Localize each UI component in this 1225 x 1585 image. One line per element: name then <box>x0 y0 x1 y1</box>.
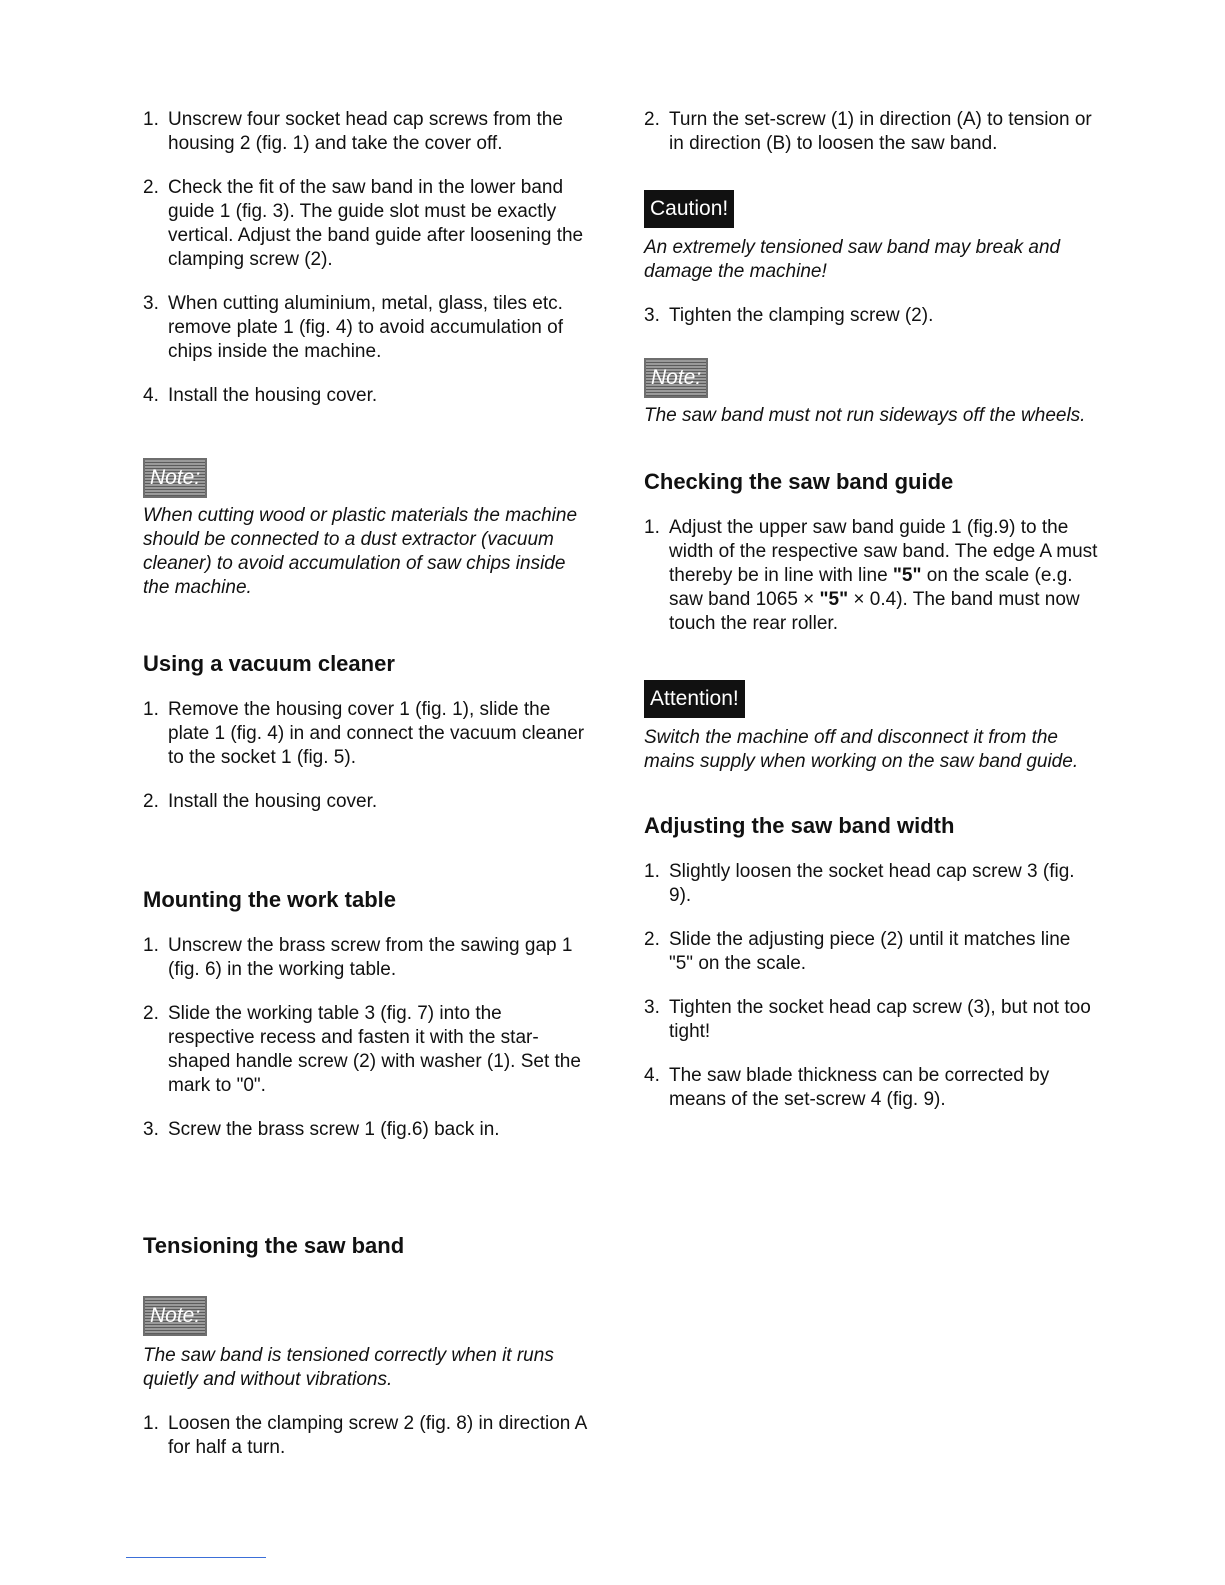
section-heading-tensioning: Tensioning the saw band <box>143 1233 405 1258</box>
section-heading-band-width: Adjusting the saw band width <box>644 813 955 838</box>
left-column <box>143 108 593 1480</box>
note-text: The saw band is tensioned correctly when it runs quietly and without vibrations. <box>143 1345 554 1390</box>
caution-badge: Caution! <box>644 190 734 228</box>
guide-step-text: Adjust the upper saw band guide 1 (fig.9) to the width of the respective saw band. The edge A must thereby be in line with line "5" on the scale (e.g. saw band 1065 × "5" × 0.4). The band must now touch the rear roller. <box>669 517 1098 634</box>
list-item: 2. Check the fit of the saw band in the lower band guide 1 (fig. 3). The guide slot must be exactly vertical. Adjust the band guide after loosening the clamping screw (2). <box>143 177 584 270</box>
list-item: 3. Screw the brass screw 1 (fig.6) back in. <box>143 1119 500 1140</box>
list-item: 1. Unscrew the brass screw from the sawing gap 1 (fig. 6) in the working table. <box>143 935 573 980</box>
note-badge: Note: <box>143 1296 207 1336</box>
list-item: 1. Adjust the upper saw band guide 1 (fig.9) to the width of the respective saw band. The edge A must thereby be in line with line "5" on the scale (e.g. saw band 1065 × "5" × 0.4). The band must now touch the rear roller. <box>644 517 1098 634</box>
right-column <box>644 108 1099 1132</box>
list-item: 2. Turn the set-screw (1) in direction (A) to tension or in direction (B) to loosen the saw band. <box>644 109 1092 154</box>
list-item: 1. Remove the housing cover 1 (fig. 1), slide the plate 1 (fig. 4) in and connect the vacuum cleaner to the socket 1 (fig. 5). <box>143 699 585 768</box>
list-item: 2. Slide the working table 3 (fig. 7) into the respective recess and fasten it with the star-shaped handle screw (2) with washer (1). Set the mark to "0". <box>143 1003 581 1096</box>
footer-rule <box>126 1557 266 1558</box>
section-heading-vacuum: Using a vacuum cleaner <box>143 651 395 676</box>
list-item: 4. The saw blade thickness can be corrected by means of the set-screw 4 (fig. 9). <box>644 1065 1050 1110</box>
list-item: 3. Tighten the clamping screw (2). <box>644 305 934 326</box>
note-text: The saw band must not run sideways off the wheels. <box>644 405 1086 426</box>
list-item: 1. Loosen the clamping screw 2 (fig. 8) in direction A for half a turn. <box>143 1413 587 1458</box>
note-badge: Note: <box>143 458 207 498</box>
list-item: 2. Install the housing cover. <box>143 791 378 812</box>
caution-text: An extremely tensioned saw band may break and damage the machine! <box>644 237 1061 282</box>
note-badge: Note: <box>644 358 708 398</box>
list-item: 3. Tighten the socket head cap screw (3), but not too tight! <box>644 997 1091 1042</box>
list-item: 1. Unscrew four socket head cap screws from the housing 2 (fig. 1) and take the cover off. <box>143 109 563 154</box>
note-text: When cutting wood or plastic materials the machine should be connected to a dust extractor (vacuum cleaner) to avoid accumulation of saw chips inside the machine. <box>143 505 578 598</box>
section-heading-band-guide: Checking the saw band guide <box>644 469 954 494</box>
list-item: 3. When cutting aluminium, metal, glass, tiles etc. remove plate 1 (fig. 4) to avoid accumulation of chips inside the machine. <box>143 293 563 362</box>
list-item: 1. Slightly loosen the socket head cap screw 3 (fig. 9). <box>644 861 1075 906</box>
attention-text: Switch the machine off and disconnect it from the mains supply when working on the saw band guide. <box>644 727 1079 772</box>
attention-badge: Attention! <box>644 680 745 718</box>
list-item: 2. Slide the adjusting piece (2) until it matches line "5" on the scale. <box>644 929 1071 974</box>
section-heading-work-table: Mounting the work table <box>143 887 396 912</box>
list-item: 4. Install the housing cover. <box>143 385 378 406</box>
